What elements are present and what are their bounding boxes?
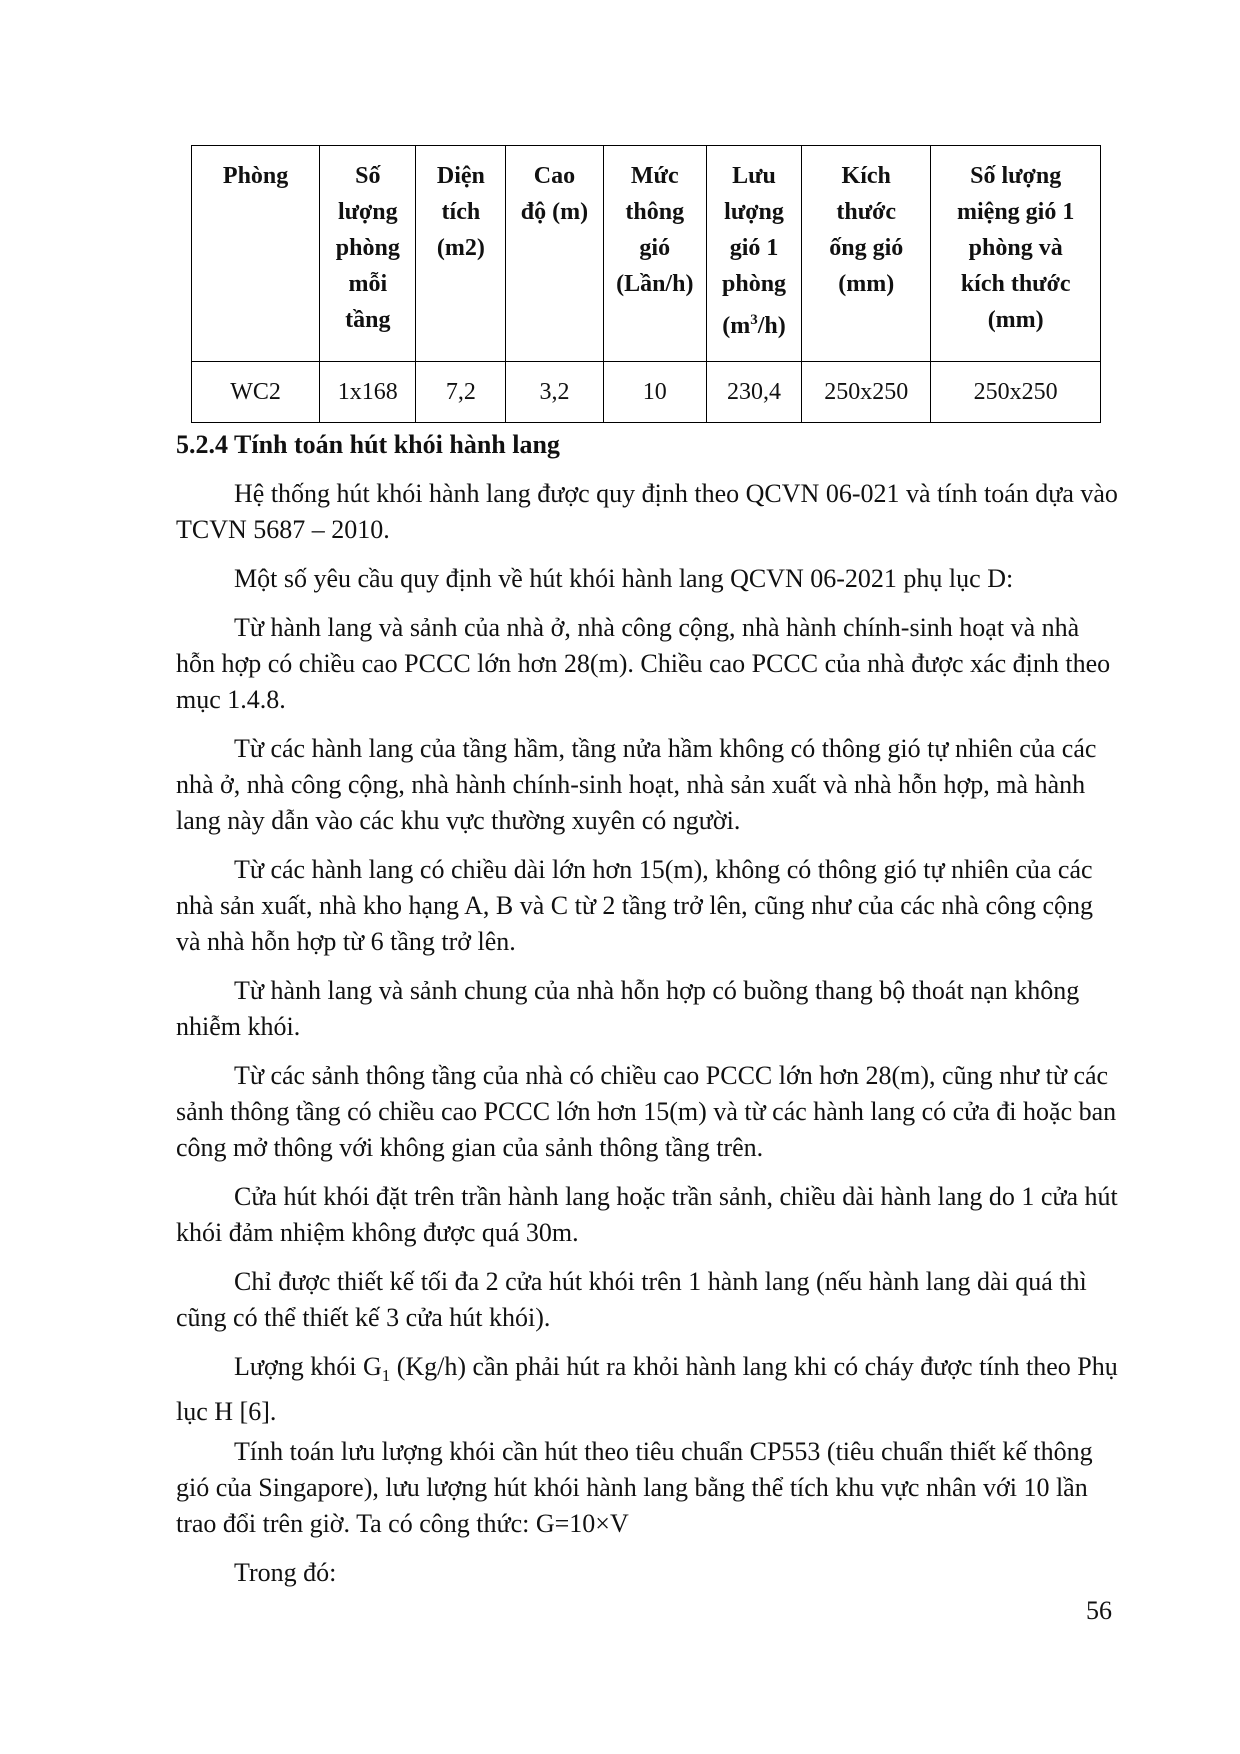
ventilation-table-container <box>191 145 1101 423</box>
paragraph-4: Từ các hành lang của tầng hầm, tầng nửa hầm không có thông gió tự nhiên của các nhà ở, nhà công cộng, nhà hành chính-sinh hoạt, nhà sản xuất và nhà hỗn hợp, mà hành lang này dẫn vào các khu vực thường xuyên có người. <box>176 734 1097 835</box>
header-line: ống gió <box>829 235 904 261</box>
paragraph-8: Cửa hút khói đặt trên trần hành lang hoặc trần sảnh, chiều dài hành lang do 1 cửa hút khói đảm nhiệm không được quá 30m. <box>176 1182 1118 1247</box>
paragraph-10: Lượng khói $G_1$ (Kg/h) cần phải hút ra khỏi hành lang khi có cháy được tính theo Phụ lục H [6]. <box>176 1352 1118 1427</box>
paragraph-9: Chỉ được thiết kế tối đa 2 cửa hút khói trên 1 hành lang (nếu hành lang dài quá thì cũng có thể thiết kế 3 cửa hút khói). <box>176 1267 1087 1332</box>
header-line: Cao <box>533 163 576 189</box>
table-row <box>192 362 1101 423</box>
table-cell: 7,2 <box>416 362 506 423</box>
page-number: 56 <box>1086 1596 1112 1625</box>
header-line: thước <box>836 199 897 225</box>
table-cell: 1x168 <box>320 362 416 423</box>
table-cell: 10 <box>603 362 706 423</box>
header-line: (m2) <box>436 235 485 261</box>
paragraph-12: Trong đó: <box>234 1558 337 1587</box>
header-line: tầng <box>345 307 391 333</box>
header-line: Phòng <box>222 163 289 189</box>
header-line: mỗi <box>348 271 388 297</box>
paragraph-5: Từ các hành lang có chiều dài lớn hơn 15(m), không có thông gió tự nhiên của các nhà sản xuất, nhà kho hạng A, B và C từ 2 tầng trở lên, cũng như của các nhà công cộng và nhà hỗn hợp từ 6 tầng trở lên. <box>176 855 1094 956</box>
table-body <box>192 362 1101 423</box>
header-line: gió <box>639 235 671 261</box>
paragraph-2: Một số yêu cầu quy định về hút khói hành lang QCVN 06-2021 phụ lục D: <box>234 564 1014 593</box>
header-line: lượng <box>724 199 784 225</box>
header-line: Số lượng <box>970 163 1062 189</box>
table-cell: 230,4 <box>706 362 801 423</box>
header-air-flow: Lưu lượng gió 1 phòng $(m^3/h)$ <box>706 146 801 362</box>
header-line: phòng và <box>968 235 1063 261</box>
header-line: độ (m) <box>520 199 589 225</box>
section-heading: 5.2.4 Tính toán hút khói hành lang <box>176 430 560 459</box>
header-room <box>192 146 320 362</box>
paragraph-7: Từ các sảnh thông tầng của nhà có chiều cao PCCC lớn hơn 28(m), cũng như từ các sảnh thông tầng có chiều cao PCCC lớn hơn 15(m) và từ các hành lang có cửa đi hoặc ban công mở thông với không gian của sảnh thông tầng trên. <box>176 1061 1117 1162</box>
header-line: Mức <box>630 163 679 189</box>
header-line: thông <box>625 199 685 225</box>
header-diffuser <box>931 146 1101 362</box>
header-area <box>416 146 506 362</box>
table-cell: 250x250 <box>802 362 931 423</box>
header-line: Diện <box>436 163 485 189</box>
table-cell: 3,2 <box>506 362 603 423</box>
header-line: Kích <box>841 163 891 189</box>
header-air-change <box>603 146 706 362</box>
header-line: phòng <box>722 271 787 297</box>
header-line: (mm) <box>838 271 895 297</box>
header-duct-size <box>802 146 931 362</box>
header-line: phòng <box>335 235 400 261</box>
ventilation-table <box>191 145 1101 423</box>
header-height <box>506 146 603 362</box>
header-room-count <box>320 146 416 362</box>
paragraph-11: Tính toán lưu lượng khói cần hút theo tiêu chuẩn CP553 (tiêu chuẩn thiết kế thông gió của Singapore), lưu lượng hút khói hành lang bằng thể tích khu vực nhân với 10 lần trao đổi trên giờ. Ta có công thức: G=10×V <box>176 1437 1093 1538</box>
table-cell: WC2 <box>192 362 320 423</box>
table-cell: 250x250 <box>931 362 1101 423</box>
header-line: (Lần/h) <box>616 271 694 297</box>
header-line: (mm) <box>987 307 1044 333</box>
header-line: kích thước <box>960 271 1071 297</box>
header-line: Số <box>355 163 381 189</box>
paragraph-3: Từ hành lang và sảnh của nhà ở, nhà công cộng, nhà hành chính-sinh hoạt và nhà hỗn hợp có chiều cao PCCC lớn hơn 28(m). Chiều cao PCCC của nhà được xác định theo mục 1.4.8. <box>176 613 1111 714</box>
header-line: gió 1 <box>729 235 779 261</box>
table-header-row <box>192 146 1101 362</box>
header-line: lượng <box>337 199 398 225</box>
header-line: tích <box>441 199 481 225</box>
paragraph-1: Hệ thống hút khói hành lang được quy định theo QCVN 06-021 và tính toán dựa vào TCVN 5687 – 2010. <box>176 479 1118 544</box>
header-line: miệng gió 1 <box>957 199 1075 225</box>
paragraph-6: Từ hành lang và sảnh chung của nhà hỗn hợp có buồng thang bộ thoát nạn không nhiễm khói. <box>176 976 1080 1041</box>
header-line: Lưu <box>732 163 776 189</box>
